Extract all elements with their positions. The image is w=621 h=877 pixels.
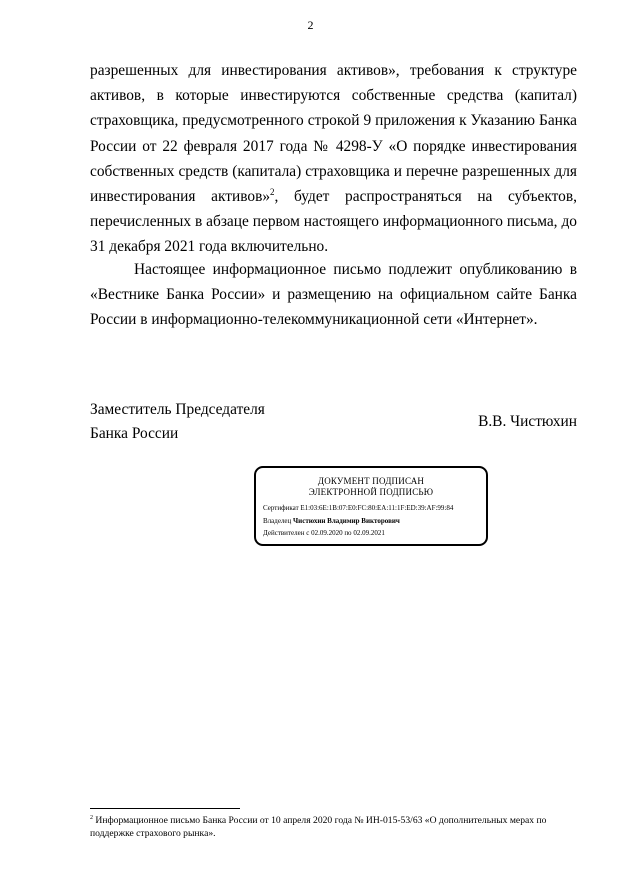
certificate-label: Сертификат: [263, 504, 299, 512]
signatory-position-line-2: Банка России: [90, 425, 179, 442]
stamp-title: [256, 476, 486, 498]
certificate-value: E1:03:6E:1B:07:E0:FC:80:EA:11:1F:ED:39:AF:99:84: [300, 504, 454, 512]
stamp-details: [256, 502, 486, 540]
body-paragraph-1: [90, 58, 577, 260]
stamp-owner-line: [256, 515, 486, 528]
stamp-validity-line: [256, 527, 486, 540]
footnote-marker: 2: [90, 814, 93, 821]
signatory-name: В.В. Чистюхин: [478, 413, 577, 430]
owner-label: Владелец: [263, 516, 292, 525]
footnote-reference[interactable]: 2: [270, 186, 275, 197]
signatory-position-line-1: Заместитель Председателя: [90, 401, 265, 418]
paragraph-1-text: разрешенных для инвестирования активов», требования к структуре активов, в которые инвестируются собственные средства (капитал) страховщика, предусмотренного строкой 9 приложения к Указанию Банка России от 22 февраля 2017 года № 4298-У «О порядке инвестирования собственных средств (капитала) страховщика и перечне разрешенных для инвестирования активов»: [90, 62, 577, 206]
stamp-title-line-1: ДОКУМЕНТ ПОДПИСАН: [317, 476, 425, 486]
valid-from: 02.09.2020: [311, 529, 343, 537]
body-paragraph-2: Настоящее информационное письмо подлежит опубликованию в «Вестнике Банка России» и размещению на официальном сайте Банка России в информационно-телекоммуникационной сети «Интернет».: [90, 261, 577, 329]
valid-to-label: по: [344, 529, 352, 537]
footnote-divider: [90, 808, 240, 809]
paragraph-1-text-end: , будет распространяться на субъектов, перечисленных в абзаце первом настоящего информационного письма, до 31 декабря 2021 года включительно.: [90, 188, 577, 256]
stamp-title-line-2: ЭЛЕКТРОННОЙ ПОДПИСЬЮ: [308, 487, 434, 497]
electronic-signature-stamp: [254, 466, 488, 546]
stamp-certificate-line: [256, 502, 486, 515]
valid-label: Действителен с: [263, 529, 310, 537]
valid-to: 02.09.2021: [353, 529, 385, 537]
owner-value: Чистюхин Владимир Викторович: [293, 516, 400, 525]
footnote-text: Информационное письмо Банка России от 10 апреля 2020 года № ИН-015-53/63 «О дополнительных мерах по поддержке страхового рынка».: [90, 815, 547, 839]
page-number: 2: [307, 18, 314, 32]
footnote: [90, 814, 582, 840]
signatory-position: [90, 398, 265, 446]
